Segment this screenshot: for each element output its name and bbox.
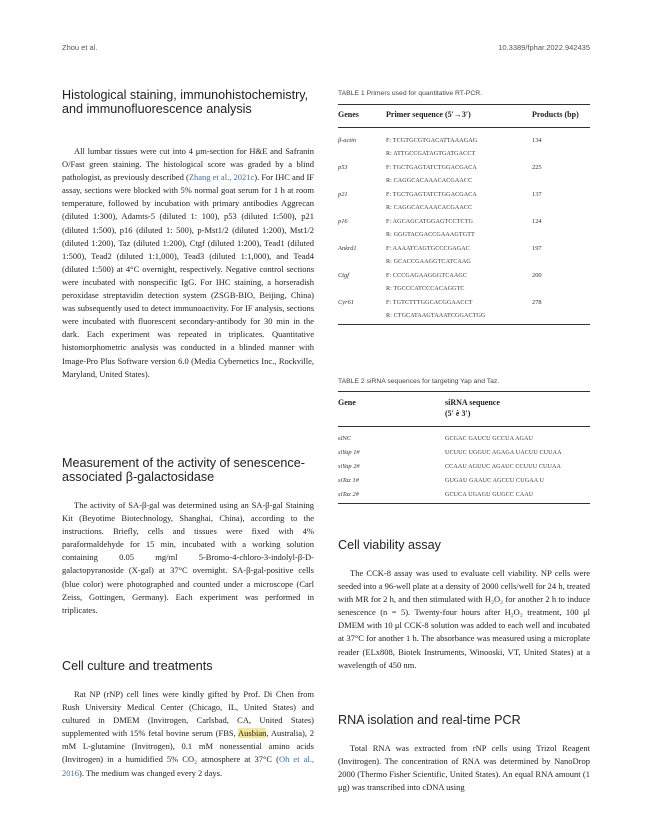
table1-forward-primer: F: TCGTGCGTGACATTAAAGAG xyxy=(386,138,478,144)
table2-header-direction: (5′ è 3′) xyxy=(445,409,471,418)
table1-caption: TABLE 1 Primers used for quantitative RT-PCR. xyxy=(338,90,483,97)
cell-viability-paragraph: The CCK-8 assay was used to evaluate cell viability. NP cells were seeded into a 96-well plate at a density of 2000 cells/well for 24 h, treated with MR for 2 h, and then stimulated with H₂O₂ for another 2 h to induce senescence (n = 5). Twenty-four hours after H₂O₂ treatment, 100 μl DMEM with 10 μl CCK-8 solution was added to each well and incubated at 37°C for another 1 h. The absorbance was measured using a microplate reader (ELx808, Biotek Instruments, Winooski, VT, United States) at a wavelength of 450 nm. xyxy=(338,568,590,670)
running-header-doi: 10.3389/fphar.2022.942435 xyxy=(498,43,590,52)
table1-header-primer: Primer sequence (5′→3′) xyxy=(386,110,471,119)
table2-sequence: GCUCA UGAGU GUGCC CAAU xyxy=(445,492,534,498)
table1-gene: Ctgf xyxy=(338,272,350,279)
section-heading-rna-isolation: RNA isolation and real-time PCR xyxy=(338,713,521,727)
table2-header-gene: Gene xyxy=(338,398,356,407)
cell-culture-paragraph xyxy=(62,688,314,780)
table1-reverse-primer: R: ATTGCCGATAGTGATGACCT xyxy=(386,151,476,157)
table1-forward-primer: F: CCCGAGAAGGGTCAAGC xyxy=(386,273,468,279)
histology-text-a: All lumbar tissues were cut into 4 μm-section for H&E and Safranin O/Fast green staining. The histological score was graded by a blind pathologist, as previously described ( xyxy=(62,146,314,183)
table1-forward-primer: F: TGCTGAGTATCTGGACGACA xyxy=(386,192,477,198)
table1-product-size: 225 xyxy=(532,164,542,171)
citation-zhang-2021c[interactable]: Zhang et al., 2021c xyxy=(188,172,255,183)
table1-product-size: 124 xyxy=(532,218,542,225)
table1-product-size: 197 xyxy=(532,245,542,252)
table2-gene: siYap 2# xyxy=(338,463,360,470)
table1-gene: p53 xyxy=(338,164,348,171)
table1-forward-primer: F: AGCAGCATGGAGTCCTCTG xyxy=(386,219,474,225)
table2-gene: siYap 1# xyxy=(338,449,360,456)
cell-culture-text-c: ). The medium was changed every 2 days. xyxy=(79,767,223,778)
table2-sequence: UCUUC UGGUC AGAGA UACUU CUUAA xyxy=(445,450,562,456)
running-header-authors: Zhou et al. xyxy=(62,43,98,52)
table1-reverse-primer: R: CAGGCACAAACACGAACC xyxy=(386,205,473,211)
citation-oh-2016[interactable]: Oh et al., 2016 xyxy=(62,754,314,778)
table1-product-size: 134 xyxy=(532,137,542,144)
table1-header-rule xyxy=(338,127,590,128)
table1-product-size: 200 xyxy=(532,272,542,279)
section-heading-sa-beta-gal: Measurement of the activity of senescence-associated β-galactosidase xyxy=(62,456,305,484)
table1-reverse-primer: R: CTGCATAAGTAAATCGGACTGG xyxy=(386,313,486,319)
table2-gene: siNC xyxy=(338,435,352,442)
section-heading-cell-viability: Cell viability assay xyxy=(338,538,441,552)
table1-product-size: 137 xyxy=(532,191,542,198)
table1-gene: p21 xyxy=(338,191,348,198)
table1-bottom-rule xyxy=(338,324,590,325)
table2-caption: TABLE 2 siRNA sequences for targeting Yap and Taz. xyxy=(338,378,500,385)
table2-bottom-rule xyxy=(338,503,590,504)
table1-header-genes: Genes xyxy=(338,110,359,119)
table1-gene: β-actin xyxy=(338,137,357,144)
table1-product-size: 278 xyxy=(532,299,542,306)
table1-gene: Ankrd1 xyxy=(338,245,357,252)
table1-reverse-primer: R: GCACCGAAGGTCATCAAG xyxy=(386,259,471,265)
histology-text-b: ). For IHC and IF assay, sections were blocked with 5% normal goat serum for 1 h at room temperature, followed by incubation with primary antibodies Aggrecan (diluted 1:300), Adamts-5 (diluted 1: 100), p53 (diluted 1:500), p21 (diluted 1:500), p16 (diluted 1: 500), p-Mst1/2 (diluted 1:200), Mst1/2 (diluted 1:200), Taz (diluted 1:200), Ctgf (diluted 1:200), Tead1 (diluted 1:500), Tead2 (diluted 1:1,000), Tead3 (diluted 1:1,000), and Tead4 (diluted 1:500) at 4°C overnight, respectively. Negative control sections were incubated with nonspecific IgG. For IHC staining, a horseradish peroxidase streptavidin detection system (ZSGB-BIO, Beijing, China) was subsequently used to detect immunoactivity. For IF analysis, sections were incubated with fluorescent secondary-antibody for 30 min in the dark. Each experiment was repeated in triplicates. Quantitative histomorphometric analysis was conducted in a blinded manner with Image-Pro Plus Software version 6.0 (Media Cybernetics Inc., Rockville, Maryland, United States). xyxy=(62,172,315,379)
table1-gene: p16 xyxy=(338,218,348,225)
table2-gene: siTaz 2# xyxy=(338,491,359,498)
table1-forward-primer: F: TGTCTTTGGCACGGAACCT xyxy=(386,300,473,306)
section-heading-cell-culture: Cell culture and treatments xyxy=(62,659,213,673)
rna-isolation-paragraph: Total RNA was extracted from rNP cells using Trizol Reagent (Invitrogen). The concentration of RNA was determined by NanoDrop 2000 (Thermo Fisher Scientific, United States). An equal RNA amount (1 μg) was transcribed into cDNA using xyxy=(338,743,590,793)
table2-sequence: CCAAU AGUUC AGAUC CCUUU CUUAA xyxy=(445,464,561,470)
section-heading-histology: Histological staining, immunohistochemistry, and immunofluorescence analysis xyxy=(62,88,309,116)
table1-reverse-primer: R: GGGTACGACCGAAAGTGTT xyxy=(386,232,475,238)
sa-beta-gal-paragraph: The activity of SA-β-gal was determined using an SA-β-gal Staining Kit (Beyotime Biotechnology, Shanghai, China), according to the instructions. Briefly, cells and tissues were fixed with 4% paraformaldehyde for 15 min, incubated with a working solution containing 0.05 mg/ml 5-Bromo-4-chloro-3-indolyl-β-D-galactopyranoside (X-gal) at 37°C overnight. SA-β-gal-positive cells (blue color) were photographed and counted under a microscope (Carl Zeiss, Gottingen, Germany). Each experiment was performed in triplicates. xyxy=(62,500,314,615)
table2-sequence: GCGAC GAUCU GCCUA AGAU xyxy=(445,436,534,442)
table1-forward-primer: F: TGCTGAGTATCTGGACGACA xyxy=(386,165,477,171)
table1-reverse-primer: R: CAGGCACAAACACGAACC xyxy=(386,178,473,184)
table2-sequence: GUGAU GAAUC AGCCU CUGAA U xyxy=(445,478,544,484)
table1-top-rule xyxy=(338,104,590,105)
table1-reverse-primer: R: TGCCCATCCCACAGGTC xyxy=(386,286,465,292)
histology-paragraph xyxy=(62,145,314,381)
table2-gene: siTaz 1# xyxy=(338,477,359,484)
cell-culture-text-b: , Australia), 2 mM L-glutamine (Invitrogen), 0.1 mM nonessential amino acids (Invitrogen) in a humidified 5% CO₂ atmosphere at 37°C ( xyxy=(62,728,314,765)
highlighted-word: Ausbian xyxy=(238,728,267,739)
table1-header-products: Products (bp) xyxy=(532,110,579,119)
cell-culture-text-a: Rat NP (rNP) cell lines were kindly gifted by Prof. Di Chen from Rush University Medical Center (Chicago, IL, United States) and cultured in DMEM (Invitrogen, Carlsbad, CA, United States) supplemented with 15% fetal bovine serum (FBS, xyxy=(62,689,314,739)
table2-header-rule xyxy=(338,426,590,427)
table1-gene: Cyr61 xyxy=(338,299,354,306)
table2-header-sirna: siRNA sequence xyxy=(445,398,500,407)
table1-forward-primer: F: AAAATCAGTGCCCGAGAC xyxy=(386,246,470,252)
table2-top-rule xyxy=(338,391,590,392)
